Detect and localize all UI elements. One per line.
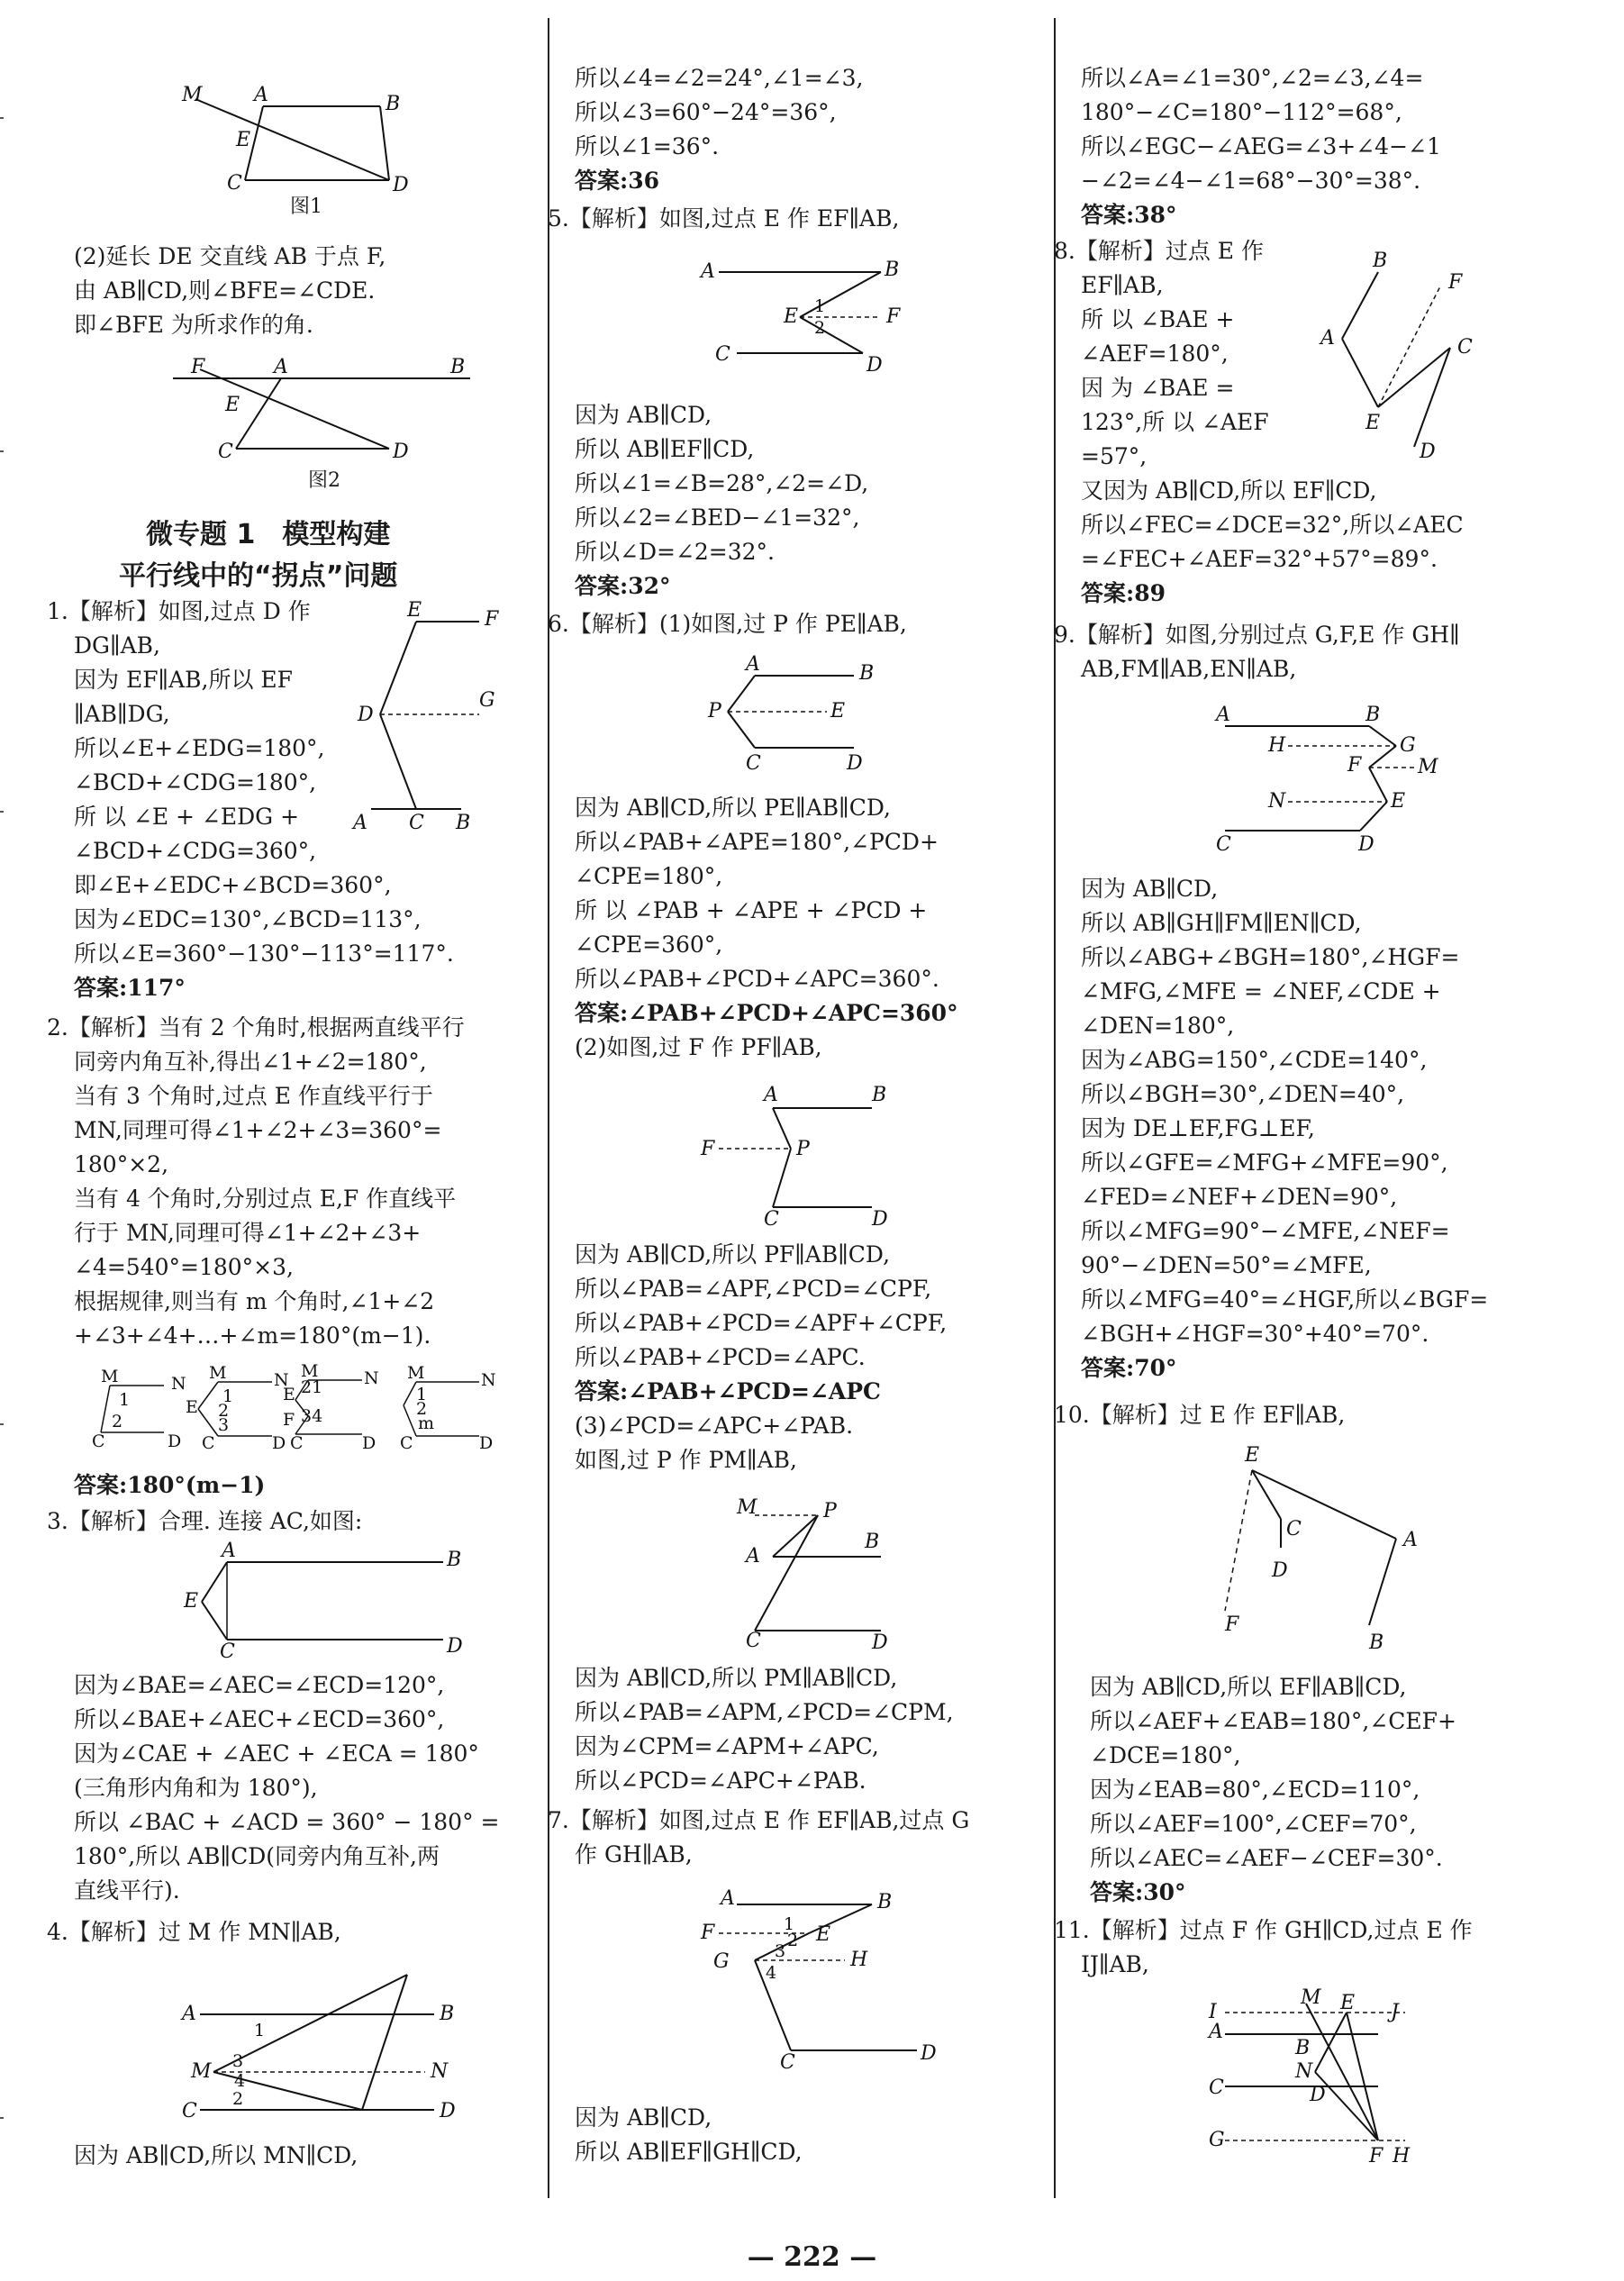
svg-text:D: D: [358, 704, 374, 726]
text-line: 所以∠AEC=∠AEF−∠CEF=30°.: [1090, 1845, 1443, 1871]
svg-text:21: 21: [301, 1377, 323, 1397]
text-line: ∠FED=∠NEF+∠DEN=90°,: [1081, 1184, 1398, 1210]
answer-line: 答案:117°: [74, 975, 186, 1001]
svg-text:C: C: [400, 1433, 413, 1453]
svg-text:G: G: [479, 689, 495, 712]
text-line: ∠BCD+∠CDG=360°,: [74, 838, 317, 864]
svg-text:E: E: [184, 1590, 199, 1613]
text-line: 因为∠ABG=150°,∠CDE=140°,: [1081, 1047, 1428, 1073]
svg-text:D: D: [272, 1433, 286, 1453]
svg-text:E: E: [1245, 1444, 1260, 1467]
text-line: (三角形内角和为 180°),: [74, 1775, 318, 1801]
svg-text:4: 4: [766, 1963, 777, 1983]
text-line: −∠2=∠4−∠1=68°−30°=38°.: [1081, 168, 1421, 194]
svg-text:2: 2: [814, 318, 826, 338]
svg-text:C: C: [780, 2051, 795, 2074]
text-line: 因为 AB∥CD,所以 PM∥AB∥CD,: [575, 1665, 898, 1691]
text-line: 所以∠1=36°.: [575, 133, 720, 159]
text-line: ∠DEN=180°,: [1081, 1013, 1235, 1039]
text-line: 因为∠EAB=80°,∠ECD=110°,: [1090, 1777, 1420, 1803]
text-line: 直线平行).: [74, 1877, 180, 1904]
svg-text:1: 1: [784, 1914, 795, 1934]
svg-text:H: H: [1268, 734, 1286, 757]
svg-text:A: A: [1209, 2021, 1223, 2043]
text-line: 所以 AB∥EF∥CD,: [575, 436, 755, 462]
text-line: 2.【解析】当有 2 个角时,根据两直线平行: [47, 1014, 465, 1041]
figure-1: [182, 81, 470, 202]
text-line: 所以∠PAB+∠PCD+∠APC=360°.: [575, 966, 939, 992]
svg-text:C: C: [1216, 833, 1231, 856]
svg-text:B: B: [386, 93, 401, 115]
svg-text:B: B: [456, 812, 471, 834]
text-line: =57°,: [1081, 443, 1148, 469]
answer-line: 答案:∠PAB+∠PCD+∠APC=360°: [575, 1000, 958, 1026]
text-line: 123°,所 以 ∠AEF: [1081, 409, 1269, 435]
svg-text:M: M: [737, 1496, 758, 1519]
svg-text:G: G: [713, 1950, 730, 1973]
svg-text:C: C: [746, 1630, 761, 1652]
text-line: 因为 EF∥AB,所以 EF: [74, 667, 294, 693]
svg-text:M: M: [182, 84, 203, 106]
text-line: 11.【解析】过点 F 作 GH∥CD,过点 E 作: [1054, 1917, 1473, 1943]
text-line: 因为∠EDC=130°,∠BCD=113°,: [74, 906, 422, 932]
text-line: 因为∠BAE=∠AEC=∠ECD=120°,: [74, 1672, 445, 1698]
svg-text:M: M: [301, 1361, 319, 1381]
section-subtitle: 平行线中的“拐点”问题: [119, 560, 398, 592]
svg-text:A: A: [701, 260, 715, 283]
text-line: 1.【解析】如图,过点 D 作: [47, 598, 311, 624]
text-line: +∠3+∠4+…+∠m=180°(m−1).: [74, 1322, 431, 1349]
text-line: 6.【解析】(1)如图,过 P 作 PE∥AB,: [548, 611, 907, 637]
svg-text:N: N: [431, 2060, 449, 2083]
text-line: 由 AB∥CD,则∠BFE=∠CDE.: [74, 277, 376, 304]
text-line: 所以∠4=∠2=24°,∠1=∠3,: [575, 65, 864, 91]
svg-text:F: F: [1369, 2145, 1384, 2167]
svg-text:4: 4: [234, 2071, 246, 2091]
svg-text:M: M: [191, 2060, 212, 2083]
svg-text:M: M: [1301, 1986, 1321, 2009]
text-line: 4.【解析】过 M 作 MN∥AB,: [47, 1919, 341, 1945]
text-line: 如图,过 P 作 PM∥AB,: [575, 1447, 797, 1473]
svg-text:P: P: [708, 700, 721, 722]
svg-text:N: N: [481, 1370, 496, 1390]
svg-text:D: D: [393, 174, 409, 196]
svg-text:D: D: [1358, 833, 1375, 856]
svg-text:C: C: [182, 2100, 197, 2122]
svg-text:A: A: [274, 356, 288, 378]
svg-text:P: P: [823, 1500, 837, 1522]
svg-text:M: M: [101, 1367, 119, 1386]
svg-text:E: E: [283, 1385, 295, 1404]
svg-text:A: A: [746, 1545, 760, 1568]
margin-mark: [0, 2117, 4, 2119]
text-line: 因为∠CAE + ∠AEC + ∠ECA = 180°: [74, 1740, 479, 1767]
text-line: 根据规律,则当有 m 个角时,∠1+∠2: [74, 1288, 435, 1314]
margin-mark: [0, 450, 4, 452]
svg-text:A: A: [1216, 704, 1230, 726]
text-line: 所以∠PCD=∠APC+∠PAB.: [575, 1768, 866, 1794]
text-line: (2)如图,过 F 作 PF∥AB,: [575, 1034, 822, 1060]
svg-text:B: B: [1369, 1631, 1384, 1654]
svg-text:A: A: [764, 1084, 778, 1106]
text-line: 所以∠MFG=90°−∠MFE,∠NEF=: [1081, 1218, 1450, 1244]
svg-text:E: E: [225, 394, 240, 416]
text-line: 所以∠BGH=30°,∠DEN=40°,: [1081, 1081, 1405, 1107]
svg-text:F: F: [886, 305, 901, 328]
svg-text:C: C: [1457, 336, 1473, 359]
text-line: 所以∠GFE=∠MFG+∠MFE=90°,: [1081, 1150, 1448, 1176]
text-line: ∠CPE=360°,: [575, 931, 723, 958]
text-line: 3.【解析】合理. 连接 AC,如图:: [47, 1508, 363, 1534]
svg-text:A: A: [746, 653, 760, 676]
text-line: 所 以 ∠E + ∠EDG +: [74, 804, 300, 830]
text-line: 所以 ∠BAC + ∠ACD = 360° − 180° =: [74, 1809, 500, 1835]
text-line: 因为 AB∥CD,所以 EF∥AB∥CD,: [1090, 1674, 1407, 1700]
text-line: 所以∠E+∠EDG=180°,: [74, 735, 325, 761]
svg-text:D: D: [479, 1433, 494, 1453]
text-line: 5.【解析】如图,过点 E 作 EF∥AB,: [548, 205, 900, 232]
text-line: 所 以 ∠PAB + ∠APE + ∠PCD +: [575, 897, 928, 923]
svg-text:D: D: [168, 1431, 182, 1451]
text-line: ∠CPE=180°,: [575, 863, 723, 889]
answer-line: 答案:38°: [1081, 202, 1177, 228]
figure-1-caption: 图1: [290, 195, 322, 218]
svg-text:D: D: [866, 354, 883, 377]
text-line: 180°,所以 AB∥CD(同旁内角互补,两: [74, 1843, 440, 1869]
svg-text:D: D: [1420, 441, 1436, 463]
text-line: 所以∠PAB+∠APE=180°,∠PCD+: [575, 829, 939, 855]
text-line: 10.【解析】过 E 作 EF∥AB,: [1054, 1402, 1346, 1428]
svg-text:B: B: [877, 1891, 893, 1913]
svg-text:P: P: [796, 1138, 810, 1160]
text-line: 180°−∠C=180°−112°=68°,: [1081, 99, 1402, 125]
text-line: 所以∠PAB=∠APF,∠PCD=∠CPF,: [575, 1276, 932, 1302]
svg-text:M: M: [1418, 756, 1438, 778]
text-line: 9.【解析】如图,分别过点 G,F,E 作 GH∥: [1054, 622, 1460, 648]
svg-text:D: D: [847, 752, 863, 775]
svg-text:N: N: [364, 1368, 379, 1388]
svg-text:B: B: [1295, 2037, 1311, 2059]
text-line: 所以∠FEC=∠DCE=32°,所以∠AEC: [1081, 512, 1464, 538]
svg-text:1: 1: [416, 1385, 428, 1404]
text-line: 所以∠AEF=100°,∠CEF=70°,: [1090, 1811, 1417, 1837]
text-line: MN,同理可得∠1+∠2+∠3=360°=: [74, 1117, 442, 1143]
svg-text:B: B: [447, 1549, 462, 1571]
text-line: 所以∠3=60°−24°=36°,: [575, 99, 837, 125]
answer-line: 答案:∠PAB+∠PCD=∠APC: [575, 1378, 881, 1404]
text-line: (2)延长 DE 交直线 AB 于点 F,: [74, 243, 386, 269]
text-line: 7.【解析】如图,过点 E 作 EF∥AB,过点 G: [548, 1807, 970, 1833]
svg-text:D: D: [393, 441, 409, 463]
svg-text:I: I: [1209, 2001, 1217, 2023]
text-line: 因为 AB∥CD,所以 PE∥AB∥CD,: [575, 795, 891, 821]
svg-text:A: A: [222, 1540, 236, 1562]
svg-text:N: N: [1268, 790, 1286, 813]
text-line: 所以∠MFG=40°=∠HGF,所以∠BGF=: [1081, 1286, 1489, 1313]
figure-q7: [701, 1888, 953, 2081]
column-divider-1: [548, 18, 549, 2198]
figure-q6-3: [728, 1495, 944, 1652]
margin-mark: [0, 1423, 4, 1425]
svg-text:F: F: [701, 1138, 715, 1160]
figure-q2-patterns: [92, 1361, 515, 1454]
figure-q6-1: [708, 653, 935, 778]
column-divider-2: [1054, 18, 1056, 2198]
text-line: 因为 AB∥CD,: [1081, 876, 1219, 902]
svg-text:A: A: [353, 812, 367, 834]
svg-text:D: D: [440, 2100, 456, 2122]
text-line: 行于 MN,同理可得∠1+∠2+∠3+: [74, 1220, 422, 1246]
text-line: 即∠E+∠EDC+∠BCD=360°,: [74, 872, 392, 898]
answer-line: 答案:32°: [575, 573, 671, 599]
text-line: 所以∠2=∠BED−∠1=32°,: [575, 504, 860, 531]
svg-text:2: 2: [787, 1931, 799, 1950]
svg-text:B: B: [865, 1531, 880, 1553]
page-number: — 222 —: [747, 2241, 877, 2273]
text-line: 8.【解析】过点 E 作: [1054, 238, 1264, 264]
svg-text:E: E: [816, 1923, 831, 1946]
text-line: ∠MFG,∠MFE = ∠NEF,∠CDE +: [1081, 978, 1441, 1004]
svg-text:B: B: [872, 1084, 887, 1106]
svg-text:N: N: [171, 1374, 186, 1394]
svg-text:3: 3: [218, 1415, 230, 1435]
svg-text:C: C: [220, 1640, 235, 1663]
figure-q3: [182, 1542, 488, 1663]
text-line: 所以∠PAB+∠PCD=∠APC.: [575, 1344, 866, 1370]
text-line: ∥AB∥DG,: [74, 701, 170, 727]
text-line: ∠4=540°=180°×3,: [74, 1254, 294, 1280]
figure-q4: [182, 1955, 488, 2130]
text-line: =∠FEC+∠AEF=32°+57°=89°.: [1081, 546, 1438, 572]
text-line: 因为∠CPM=∠APM+∠APC,: [575, 1733, 879, 1759]
svg-text:E: E: [186, 1397, 198, 1417]
svg-text:C: C: [1286, 1518, 1302, 1540]
svg-text:D: D: [1272, 1559, 1288, 1582]
text-line: ∠BCD+∠CDG=180°,: [74, 769, 317, 795]
svg-text:F: F: [1225, 1613, 1239, 1636]
answer-line: 答案:36: [575, 168, 660, 194]
svg-text:A: A: [1403, 1529, 1418, 1551]
text-line: 因为 DE⊥EF,FG⊥EF,: [1081, 1115, 1315, 1141]
text-line: 作 GH∥AB,: [575, 1841, 693, 1868]
text-line: (3)∠PCD=∠APC+∠PAB.: [575, 1413, 854, 1439]
svg-text:D: D: [1310, 2084, 1326, 2106]
text-line: AB,FM∥AB,EN∥AB,: [1081, 656, 1297, 682]
svg-text:1: 1: [119, 1390, 131, 1410]
text-line: 所以 AB∥EF∥GH∥CD,: [575, 2139, 803, 2165]
svg-text:2: 2: [218, 1401, 230, 1421]
svg-text:N: N: [1295, 2060, 1313, 2083]
svg-text:M: M: [407, 1363, 425, 1383]
text-line: 所以∠PAB=∠APM,∠PCD=∠CPM,: [575, 1699, 954, 1725]
answer-line: 答案:89: [1081, 580, 1166, 606]
svg-text:B: B: [859, 662, 875, 685]
svg-text:34: 34: [301, 1406, 323, 1426]
svg-text:F: F: [191, 356, 205, 378]
text-line: 因 为 ∠BAE =: [1081, 375, 1235, 401]
svg-text:D: D: [921, 2042, 937, 2065]
svg-text:E: E: [830, 700, 846, 722]
svg-text:M: M: [209, 1363, 227, 1383]
svg-text:3: 3: [775, 1941, 786, 1961]
svg-text:F: F: [283, 1410, 295, 1430]
svg-text:3: 3: [232, 2051, 244, 2071]
answer-line: 答案:30°: [1090, 1879, 1186, 1905]
svg-text:B: B: [440, 2003, 455, 2025]
svg-text:B: B: [450, 356, 466, 378]
text-line: 即∠BFE 为所求作的角.: [74, 312, 313, 338]
text-line: EF∥AB,: [1081, 272, 1164, 298]
svg-text:A: A: [721, 1887, 735, 1910]
text-line: 所以∠AEF+∠EAB=180°,∠CEF+: [1090, 1708, 1456, 1734]
svg-text:C: C: [92, 1431, 105, 1451]
text-line: DG∥AB,: [74, 632, 160, 659]
svg-text:B: B: [1373, 250, 1388, 272]
figure-q1: [344, 599, 524, 849]
svg-text:G: G: [1209, 2129, 1225, 2151]
svg-text:1: 1: [222, 1386, 234, 1406]
svg-text:E: E: [236, 129, 251, 151]
svg-text:A: A: [1320, 327, 1335, 350]
svg-text:F: F: [485, 608, 499, 631]
svg-text:B: B: [1365, 704, 1381, 726]
text-line: 所以∠D=∠2=32°.: [575, 539, 775, 565]
text-line: 所以∠A=∠1=30°,∠2=∠3,∠4=: [1081, 65, 1424, 91]
svg-text:B: B: [885, 259, 900, 281]
svg-text:E: E: [1365, 412, 1381, 434]
margin-mark: [0, 811, 4, 813]
svg-text:C: C: [1209, 2077, 1224, 2099]
figure-2-caption: 图2: [308, 469, 340, 492]
figure-q10: [1207, 1440, 1441, 1659]
svg-text:C: C: [764, 1208, 779, 1231]
svg-text:D: D: [872, 1208, 888, 1231]
answer-line: 答案:70°: [1081, 1355, 1177, 1381]
text-line: ∠AEF=180°,: [1081, 341, 1229, 367]
text-line: 180°×2,: [74, 1151, 169, 1177]
text-line: IJ∥AB,: [1081, 1951, 1149, 1977]
svg-text:J: J: [1391, 2001, 1399, 2023]
figure-q6-2: [701, 1081, 935, 1229]
figure-q8: [1315, 249, 1513, 468]
text-line: 所以∠E=360°−130°−113°=117°.: [74, 941, 454, 967]
text-line: 因为 AB∥CD,: [575, 402, 712, 428]
text-line: 所以∠1=∠B=28°,∠2=∠D,: [575, 470, 869, 496]
text-line: 所以∠BAE+∠AEC+∠ECD=360°,: [74, 1706, 445, 1732]
svg-text:H: H: [1393, 2145, 1411, 2167]
text-line: 所以∠PAB+∠PCD=∠APF+∠CPF,: [575, 1310, 948, 1336]
svg-text:1: 1: [254, 2021, 266, 2040]
figure-q11: [1207, 1986, 1441, 2175]
svg-text:C: C: [290, 1433, 304, 1453]
text-line: 因为 AB∥CD,所以 MN∥CD,: [74, 2142, 358, 2168]
svg-text:2: 2: [112, 1412, 123, 1431]
text-line: 90°−∠DEN=50°=∠MFE,: [1081, 1252, 1372, 1278]
text-line: 因为 AB∥CD,所以 PF∥AB∥CD,: [575, 1241, 891, 1268]
figure-q9: [1207, 704, 1459, 861]
margin-mark: [0, 117, 4, 119]
svg-text:H: H: [850, 1949, 868, 1971]
svg-text:F: F: [1347, 754, 1362, 777]
svg-text:D: D: [362, 1433, 377, 1453]
svg-text:E: E: [1391, 790, 1406, 813]
svg-text:F: F: [701, 1922, 715, 1944]
svg-text:N: N: [274, 1370, 289, 1390]
svg-text:2: 2: [232, 2089, 244, 2109]
svg-text:C: C: [202, 1433, 215, 1453]
svg-text:C: C: [409, 812, 424, 834]
section-title: 微专题 1 模型构建: [146, 519, 391, 550]
figure-q5: [701, 254, 935, 384]
text-line: 又因为 AB∥CD,所以 EF∥CD,: [1081, 477, 1377, 504]
text-line: 所以∠EGC−∠AEG=∠3+∠4−∠1: [1081, 133, 1441, 159]
text-line: 所以∠ABG+∠BGH=180°,∠HGF=: [1081, 944, 1460, 970]
text-line: 所以 AB∥GH∥FM∥EN∥CD,: [1081, 910, 1362, 936]
svg-text:E: E: [1340, 1992, 1356, 2014]
text-line: 因为 AB∥CD,: [575, 2104, 712, 2131]
svg-text:E: E: [784, 305, 799, 328]
svg-text:D: D: [872, 1631, 888, 1654]
text-line: 当有 3 个角时,过点 E 作直线平行于: [74, 1083, 433, 1109]
svg-text:F: F: [1448, 271, 1463, 294]
text-line: 当有 4 个角时,分别过点 E,F 作直线平: [74, 1186, 457, 1212]
text-line: 所 以 ∠BAE +: [1081, 306, 1235, 332]
svg-text:C: C: [715, 343, 730, 366]
svg-text:A: A: [182, 2003, 196, 2025]
svg-text:1: 1: [814, 296, 826, 316]
figure-2: [164, 356, 488, 470]
text-line: 同旁内角互补,得出∠1+∠2=180°,: [74, 1049, 427, 1075]
svg-text:m: m: [418, 1413, 435, 1433]
svg-text:E: E: [407, 599, 422, 622]
answer-line: 答案:180°(m−1): [74, 1472, 266, 1498]
text-line: ∠BGH+∠HGF=30°+40°=70°.: [1081, 1321, 1429, 1347]
svg-text:C: C: [218, 441, 233, 463]
svg-text:C: C: [746, 752, 761, 775]
svg-text:D: D: [447, 1635, 463, 1658]
svg-text:C: C: [227, 172, 242, 195]
svg-text:2: 2: [416, 1399, 428, 1419]
svg-text:A: A: [254, 84, 268, 106]
svg-text:G: G: [1400, 734, 1416, 757]
text-line: ∠DCE=180°,: [1090, 1742, 1241, 1768]
